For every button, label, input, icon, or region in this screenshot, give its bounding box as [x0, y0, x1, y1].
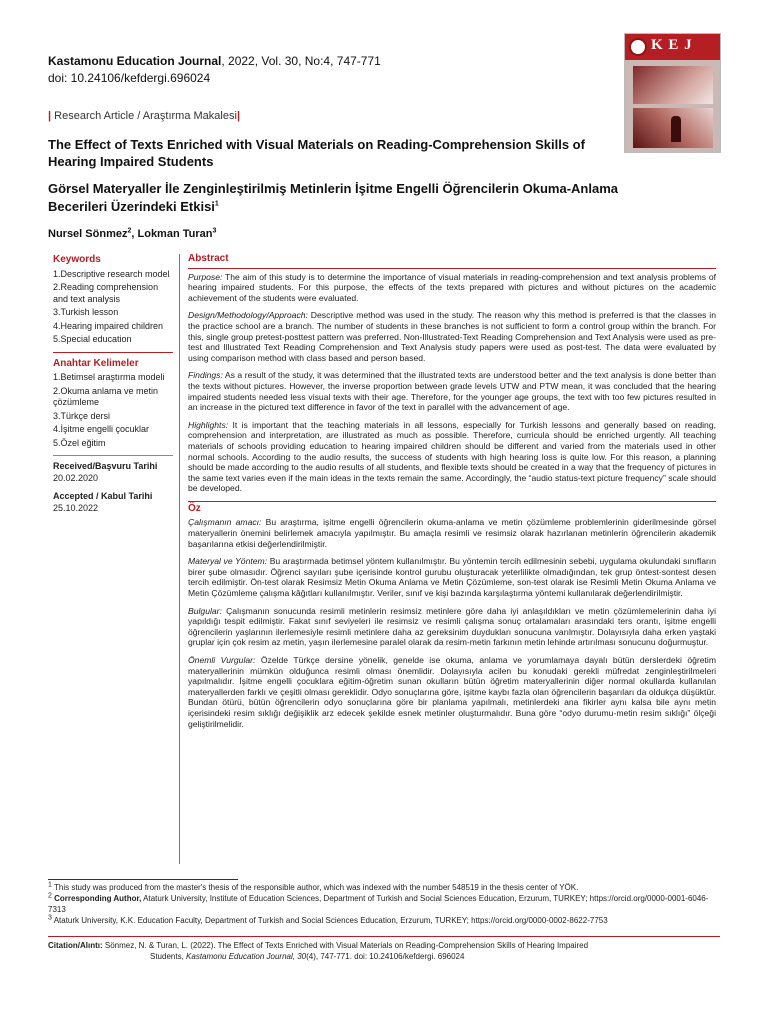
accepted-date-value: 25.10.2022: [53, 502, 99, 513]
oz-paragraph: [188, 655, 716, 729]
citation-line: [48, 951, 720, 962]
paragraph-label: Materyal ve Yöntem:: [188, 556, 268, 567]
paragraph-label: Findings:: [188, 370, 223, 381]
anahtar-kelimeler-heading: Anahtar Kelimeler: [53, 357, 139, 369]
footnote-item: [48, 882, 718, 893]
paragraph-label: Purpose:: [188, 271, 223, 282]
citation-divider: [48, 936, 720, 937]
paragraph-text: Bu araştırma, işitme engelli öğrencilerin okuma-anlama ve metin çözümleme problemlerinin giderilmesinde görsel materyallerin önemini belirlemek amacıyla yapılmıştır. Bu amaçla resimli ve resimsiz olarak hazırlanan metinlerin öğrencilerin akademik başarılarına etkisi değerlendirilmiştir.: [188, 517, 716, 549]
paragraph-label: Bulgular:: [188, 605, 222, 616]
author-name: Nursel Sönmez: [48, 228, 128, 240]
abstract-column: [188, 254, 716, 736]
footnote-text[interactable]: Ataturk University, Institute of Education Sciences, Department of Turkish and Social Sciences Education, Erzurum, TURKEY; https://orcid.org/0000-0001-6046-7313: [48, 894, 709, 914]
journal-name: Kastamonu Education Journal: [48, 54, 222, 68]
author-footnote-mark[interactable]: 3: [212, 227, 217, 235]
sidebar-divider: [53, 455, 173, 456]
oz-paragraph: [188, 556, 716, 598]
citation-text: (4), 747-771. doi: 10.24106/kefdergi. 696024: [306, 952, 465, 961]
anahtar-kelime-item: 5.Özel eğitim: [53, 437, 106, 448]
sidebar-divider: [53, 352, 173, 353]
article-type-label: Research Article / Araştırma Makalesi: [54, 110, 237, 122]
citation-text: Sönmez, N. & Turan, L. (2022). The Effect of Texts Enriched with Visual Materials on Reading-Comprehension Skills of Hearing Impaired: [102, 941, 589, 950]
footnote-bold: Corresponding Author,: [51, 894, 142, 903]
cover-photo-top: [633, 66, 713, 104]
title-turkish: [48, 180, 623, 216]
title-english: The Effect of Texts Enriched with Visual Materials on Reading-Comprehension Skills of Hearing Impaired Students: [48, 137, 585, 169]
footnote-mark: 3: [48, 914, 52, 922]
article-sidebar: [53, 254, 173, 521]
column-divider: [179, 254, 180, 864]
title-turkish-text: Görsel Materyaller İle Zenginleştirilmiş Metinlerin İşitme Engelli Öğrencilerin Okuma-Anlama Becerileri Üzerindeki Etkisi: [48, 181, 619, 214]
article-type: | Research Article / Araştırma Makalesi|: [48, 110, 241, 122]
journal-header: [48, 53, 608, 87]
paragraph-text: As a result of the study, it was determined that the illustrated texts are understood better and the text analysis is done better than the texts without pictures. However, the inverse proportion between grade levels UTW and PTW mean, it was concluded that the hearing impaired students needed less visual texts with their age. Therefore, for the younger age groups, the text with too few pictures resulted in an increase in the pictured text difference in favor of the text in parallel with the advancement of age.: [188, 370, 716, 413]
journal-cover-image: [624, 33, 721, 153]
paragraph-text: Çalışmanın sonucunda resimli metinlerin resimsiz metinlere göre daha iyi anlaşıldıkları ve metin çözümlemelerinin daha iyi yapıldığı tespit edilmiştir. Fakat sınıf seviyeleri ile resimsiz ve resimli çalışma sonuç ortalamaları arasındaki ters orantı, işitme engelli öğrencilerin yaşlarının ilerlemesiyle resimli metinlere daha az gereksinim duydukları sonucuna varılmıştır. Dolayısıyla daha erken yaştaki gruplar için çok resim az metin, yaşın ilerlemesine paralel olarak da resim-metin farkının metin lehinde artırılması sonucunu doğurmuştur.: [188, 605, 716, 648]
footnote-mark: 2: [48, 892, 52, 900]
paragraph-text: It is important that the teaching materials in all lessons, especially for Turkish lessons and generally based on reading, comprehension and interpretation, are illustrated as much as possible. Therefore, curricula should be enriched urgently. All teaching materials of schools providing education to hearing impaired children should be different and varied from the materials used in other normal schools. According to the audio results, the success of students with high hearing loss is quite low. For this reason, a planning should be made according to the audio results of all students, and flexible texts should be created in a way that the frequency of pictures in the same text varies even if the main ideas in the texts remain the same. Accordingly, the “audio status-text picture frequency” scale should be developed.: [188, 419, 716, 494]
journal-doi[interactable]: doi: 10.24106/kefdergi.696024: [48, 71, 211, 85]
journal-citation-line: [48, 53, 608, 70]
abstract-paragraph: [188, 310, 716, 363]
citation-block: [48, 940, 720, 962]
keyword-item: 1.Descriptive research model: [53, 268, 170, 279]
anahtar-kelime-item: 4.İşitme engelli çocuklar: [53, 424, 150, 434]
paragraph-text: Bu araştırmada betimsel yöntem kullanılmıştır. Bu yöntemin tercih edilmesinin sebebi, uygulama okulundaki sınıfların birer şube olmasıdır. Öğrenci sayıları şube içerisinde kontrol gurubu oluşturacak yeterlilikte olmadığından, tek grup öntest-sontest desen tercih edilmiştir. Ön-test olarak Resimsiz Metin Okuma Anlama ve Metin Çözümleme, son-test olarak ise Resimli Metin Okuma Anlama ve Metin Çözümleme çalışma kâğıtları kullanılmıştır. Veriler, sınıf ve kişi bazında karşılaştırma yöntemi kullanılarak değerlendirilmiştir.: [188, 556, 717, 599]
keyword-item: 5.Special education: [53, 334, 132, 344]
title-footnote-mark[interactable]: 1: [214, 200, 219, 208]
abstract-paragraph: [188, 272, 716, 304]
anahtar-kelime-item: 1.Betimsel araştırma modeli: [53, 372, 165, 382]
paragraph-text: Descriptive method was used in the study. The reason why this method is preferred is that the classes in the practice school are a branch. The number of students in these branches is not sufficient to form a control group within the branch. For this, single group pretest-posttest pattern was preferred. Non-Illustrated-Text Reading Comprehension and Text Analysis were used as pre-test and Illustrated Text Reading Comprehension and Text Analysis study papers were used as post-test. The data were evaluated by using comparison method with class based and person based.: [188, 310, 716, 363]
footnote-mark: 1: [48, 881, 52, 889]
author-footnote-mark[interactable]: 2: [127, 227, 132, 235]
received-date-value: 20.02.2020: [53, 472, 99, 483]
citation-label: Citation/Alıntı:: [48, 941, 103, 950]
paragraph-label: Highlights:: [188, 419, 229, 430]
received-date-label: Received/Başvuru Tarihi: [53, 461, 158, 471]
paragraph-label: Önemli Vurgular:: [188, 655, 256, 665]
keyword-item: 3.Turkish lesson: [53, 307, 119, 317]
oz-paragraph: [188, 606, 716, 648]
paragraph-text: The aim of this study is to determine the importance of visual materials in reading-comprehension and text analysis problems of hearing impaired students. For this purpose, the effects of the texts prepared with pictures and without pictures on the academic achievement of the students were evaluated.: [188, 271, 716, 303]
abstract-rule: [188, 268, 716, 269]
abstract-paragraph: [188, 420, 716, 494]
accepted-date-label: Accepted / Kabul Tarihi: [53, 491, 153, 501]
oz-heading: Öz: [188, 501, 716, 515]
cover-seal-icon: [629, 38, 647, 56]
abstract-paragraph: [188, 370, 716, 412]
keyword-item: 4.Hearing impaired children: [53, 320, 164, 331]
author-list: [48, 228, 216, 240]
oz-paragraph: [188, 517, 716, 549]
paragraph-label: Design/Methodology/Approach:: [188, 310, 308, 321]
abstract-heading: Abstract: [188, 253, 229, 264]
footnote-text[interactable]: Ataturk University, K.K. Education Faculty, Department of Turkish and Social Sciences Education, Erzurum, TURKEY; https://orcid.org/0000-0002-8622-7753: [51, 916, 608, 925]
paragraph-label: Çalışmanın amacı:: [188, 517, 262, 528]
keywords-heading: Keywords: [53, 254, 101, 265]
keyword-item: 2.Reading comprehension and text analysis: [53, 282, 159, 304]
footnote-text: This study was produced from the master's thesis of the responsible author, which was indexed with the number 548519 in the thesis center of YÖK.: [51, 883, 579, 892]
cover-logo: K E J: [651, 37, 693, 53]
footnote-item: [48, 893, 718, 915]
author-name: Lokman Turan: [137, 228, 213, 240]
footnotes: [48, 882, 718, 926]
anahtar-kelime-item: 2.Okuma anlama ve metin çözümleme: [53, 385, 159, 407]
journal-volume: , 2022, Vol. 30, No:4, 747-771: [221, 54, 381, 68]
cover-figure: [671, 116, 681, 142]
footnote-divider: [48, 879, 238, 880]
citation-text: Students,: [150, 952, 187, 961]
citation-line: [48, 940, 720, 951]
author-separator: ,: [131, 228, 138, 240]
anahtar-kelime-item: 3.Türkçe dersi: [53, 410, 111, 421]
paragraph-text: Özelde Türkçe dersine yönelik, genelde ise okuma, anlama ve yorumlamaya dayalı bütün derslerdeki öğretim materyallerinin mümkün olduğunca resimli olması önemlidir. Dolayısıyla acilen bu konudaki gerekli müfredat zenginleştirilmeleri yapılmalıdır. İşitme engelli çocuklara eğitim-öğretim sunan okulların bütün öğretim materyallerinin diğer normal okullarda kullanılan materyallerden farklı ve çeşitli olması gereklidir. Odyo sonuçlarına göre, işitme kaybı fazla olan öğrencilerin başarıları da oldukça düşüktür. Bundan ötürü, bütün öğrencilerin odyo sonuçlarına göre bir planlama yapılmalı, metinlerdeki ana fikirler aynı kalsa bile aynı metin içerisindeki resim sıklığı değişiklik arz edecek şekilde esnek metinler oluşturmalıdır. Buna göre “odyo durumu-metin resim sıklığı” ölçeği geliştirilmelidir.: [188, 655, 717, 729]
citation-journal: Kastamonu Education Journal, 30: [186, 952, 307, 961]
footnote-item: [48, 915, 718, 926]
